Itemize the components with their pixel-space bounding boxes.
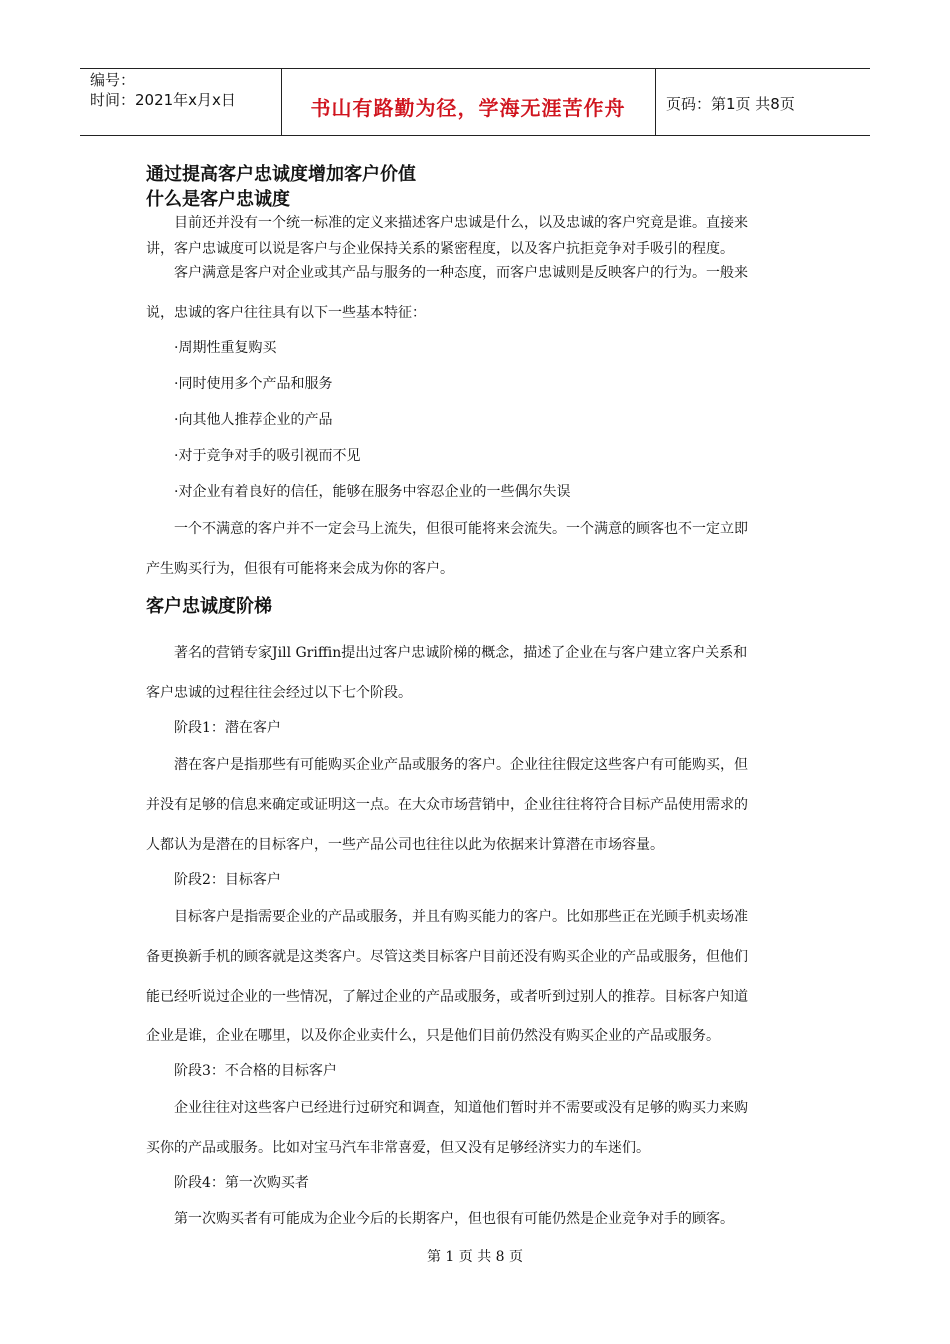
stage-heading: 阶段3：不合格的目标客户 (174, 1063, 337, 1079)
paragraph-line: 著名的营销专家Jill Griffin提出过客户忠诚阶梯的概念，描述了企业在与客户建立客户关系和 (174, 645, 748, 661)
list-item: ·周期性重复购买 (174, 340, 277, 356)
list-item: ·对企业有着良好的信任，能够在服务中容忍企业的一些偶尔失误 (174, 484, 571, 500)
header-bottom-rule (80, 135, 870, 136)
paragraph-line: 人都认为是潜在的目标客户，一些产品公司也往往以此为依据来计算潜在市场容量。 (146, 837, 664, 853)
header-slogan: 书山有路勤为径，学海无涯苦作舟 (310, 96, 626, 120)
list-item: ·向其他人推荐企业的产品 (174, 412, 333, 428)
paragraph-line: 一个不满意的客户并不一定会马上流失，但很可能将来会流失。一个满意的顾客也不一定立即 (174, 521, 748, 537)
header-page-info: 页码：第1页 共8页 (666, 95, 795, 113)
header-meta (90, 70, 236, 110)
paragraph-line: 说，忠诚的客户往往具有以下一些基本特征： (146, 305, 426, 321)
paragraph-line: 企业是谁，企业在哪里，以及你企业卖什么，只是他们目前仍然没有购买企业的产品或服务。 (146, 1028, 720, 1044)
paragraph-line: 买你的产品或服务。比如对宝马汽车非常喜爱，但又没有足够经济实力的车迷们。 (146, 1140, 650, 1156)
stage-heading: 阶段2：目标客户 (174, 872, 281, 888)
paragraph-line: 备更换新手机的顾客就是这类客户。尽管这类目标客户目前还没有购买企业的产品或服务，但他们 (146, 949, 748, 965)
paragraph-line: 并没有足够的信息来确定或证明这一点。在大众市场营销中，企业往往将符合目标产品使用需求的 (146, 797, 748, 813)
header-divider-right (655, 68, 656, 135)
section-heading-ladder: 客户忠诚度阶梯 (146, 596, 272, 617)
header-number: 编号： (90, 71, 136, 89)
paragraph-line: 客户满意是客户对企业或其产品与服务的一种态度，而客户忠诚则是反映客户的行为。一般来 (174, 265, 748, 281)
stage-heading: 阶段4：第一次购买者 (174, 1175, 309, 1191)
paragraph-line: 第一次购买者有可能成为企业今后的长期客户，但也很有可能仍然是企业竞争对手的顾客。 (174, 1211, 734, 1227)
paragraph-line: 目前还并没有一个统一标准的定义来描述客户忠诚是什么，以及忠诚的客户究竟是谁。直接来 (174, 215, 748, 231)
paragraph-line: 讲，客户忠诚度可以说是客户与企业保持关系的紧密程度，以及客户抗拒竞争对手吸引的程度。 (146, 241, 734, 257)
paragraph-line: 目标客户是指需要企业的产品或服务，并且有购买能力的客户。比如那些正在光顾手机卖场准 (174, 909, 748, 925)
list-item: ·同时使用多个产品和服务 (174, 376, 333, 392)
section-heading-loyalty: 什么是客户忠诚度 (146, 189, 290, 210)
paragraph-line: 产生购买行为，但很有可能将来会成为你的客户。 (146, 561, 454, 577)
header-top-rule (80, 68, 870, 69)
document-title: 通过提高客户忠诚度增加客户价值 (146, 164, 416, 185)
paragraph-line: 能已经听说过企业的一些情况，了解过企业的产品或服务，或者听到过别人的推荐。目标客户知道 (146, 989, 748, 1005)
header-time: 时间：2021年x月x日 (90, 91, 236, 109)
page-footer: 第 1 页 共 8 页 (426, 1249, 524, 1265)
paragraph-line: 客户忠诚的过程往往会经过以下七个阶段。 (146, 685, 412, 701)
stage-heading: 阶段1：潜在客户 (174, 720, 281, 736)
list-item: ·对于竞争对手的吸引视而不见 (174, 448, 361, 464)
paragraph-line: 潜在客户是指那些有可能购买企业产品或服务的客户。企业往往假定这些客户有可能购买，但 (174, 757, 748, 773)
paragraph-line: 企业往往对这些客户已经进行过研究和调查，知道他们暂时并不需要或没有足够的购买力来购 (174, 1100, 748, 1116)
